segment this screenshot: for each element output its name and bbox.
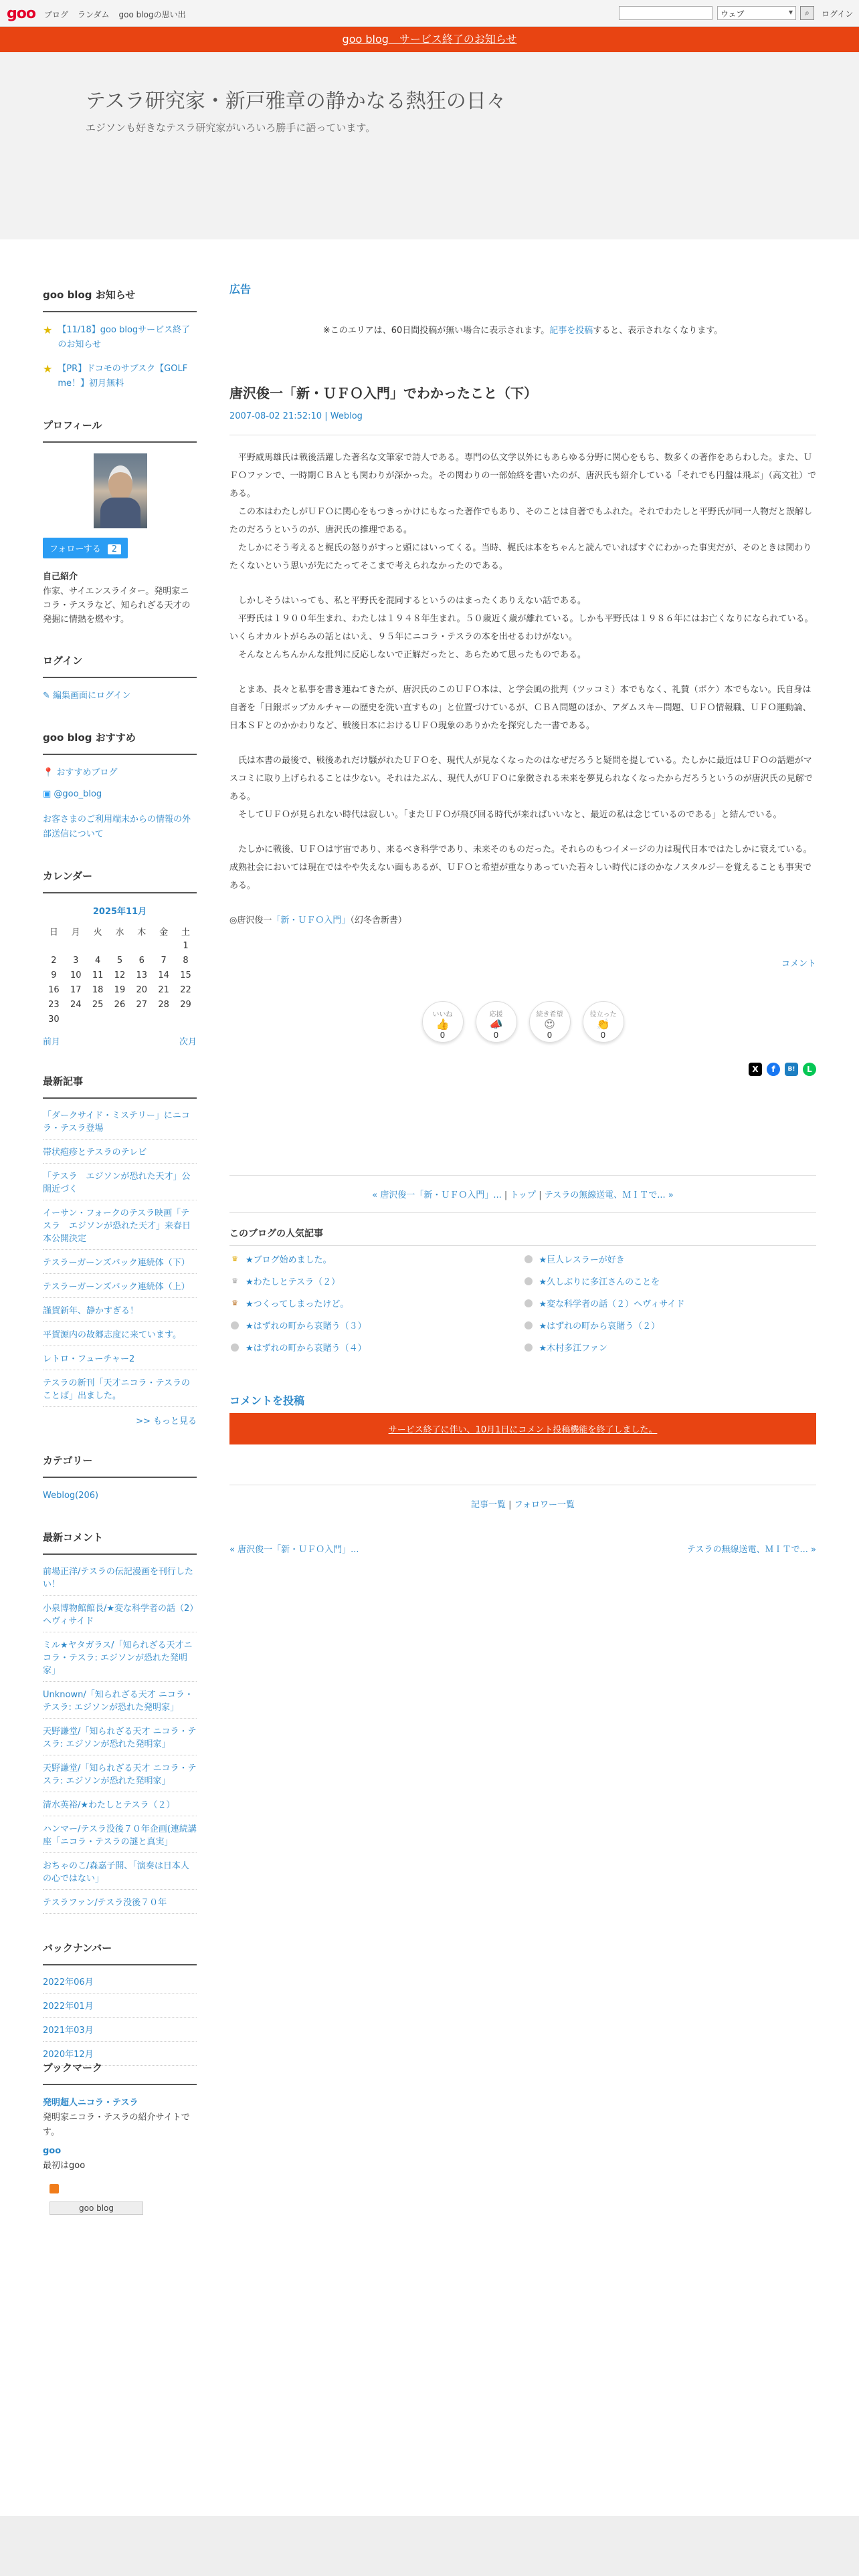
notice-text[interactable]: 【11/18】goo blogサービス終了のお知らせ bbox=[58, 325, 191, 350]
calendar-nav bbox=[43, 1035, 197, 1047]
calendar-week bbox=[43, 1012, 197, 1027]
popular-label: ★巨人レスラーが好き bbox=[539, 1255, 625, 1265]
reaction-label: いいね bbox=[432, 1011, 453, 1018]
calendar-day: 26 bbox=[114, 999, 126, 1010]
calendar-month[interactable]: 2025年11月 bbox=[92, 907, 147, 917]
article-pager: « 唐沢俊一「新・ＵＦＯ入門」... | トップ | テスラの無線送電、ＭＩＴで... » bbox=[229, 1175, 816, 1213]
recent-comment-link[interactable]: おちゃのこ/森嘉子開、「演奏は日本人の心ではない」 bbox=[43, 1860, 197, 1890]
article-title[interactable]: 唐沢俊一「新・ＵＦＯ入門」でわかったこと（下） bbox=[229, 385, 537, 401]
share-buttons bbox=[229, 1063, 816, 1076]
top-bar bbox=[0, 0, 859, 27]
top-link[interactable]: トップ bbox=[510, 1190, 537, 1200]
popular-label: ★木村多江ファン bbox=[539, 1344, 607, 1354]
popular-item[interactable] bbox=[229, 1275, 523, 1287]
popular-label: ★はずれの町から哀賭う（４） bbox=[246, 1344, 367, 1354]
avatar[interactable] bbox=[94, 453, 147, 528]
reaction-count: 0 bbox=[440, 1031, 446, 1040]
blog-description: エジソンも好きなテスラ研究家がいろいろ勝手に語っています。 bbox=[86, 122, 376, 134]
recent-post-link[interactable]: 謹賀新年、静かすぎる！ bbox=[43, 1305, 197, 1322]
rank-dot-icon bbox=[231, 1344, 239, 1352]
article-text: 氏は本書の最後で、戦後あれだけ騒がれたＵＦＯを、現代人が見なくなったのはなぜだろうと疑問を提している。たしかに最近はＵＦＯの話題がマスコミに取り上げられることは少ない。それはたぶん、現代人がＵＦＯに象徴される未来を夢見られなくなったからだろうというのが唐沢氏の見解である。 bbox=[229, 756, 813, 802]
popular-label: ★はずれの町から哀賭う（３） bbox=[246, 1321, 367, 1331]
calendar-week bbox=[43, 938, 197, 953]
pencil-icon: ✎ bbox=[43, 691, 54, 701]
backnumber-block bbox=[43, 1941, 197, 2060]
calendar-day: 19 bbox=[114, 984, 126, 995]
prev-article-link[interactable]: « 唐沢俊一「新・ＵＦＯ入門」... bbox=[229, 1545, 359, 1555]
top-link-random[interactable]: ランダム bbox=[78, 10, 110, 19]
next-article-link[interactable]: テスラの無線送電、ＭＩＴで... » bbox=[687, 1545, 816, 1555]
post-article-link[interactable]: 記事を投稿 bbox=[549, 326, 593, 336]
calendar-day: 30 bbox=[48, 1014, 60, 1025]
recent-comment-link[interactable]: ハンマー/テスラ没後７０年企画(連続講座「ニコラ・テスラの謎と真実」 bbox=[43, 1823, 197, 1853]
recent-comments-block bbox=[43, 1530, 197, 1914]
next-month-link[interactable]: 次月 bbox=[179, 1037, 197, 1047]
recent-comment-link[interactable]: 清水英裕/★わたしとテスラ（２） bbox=[43, 1799, 197, 1816]
article-meta: 2007-08-02 21:52:10 | Weblog bbox=[229, 411, 816, 435]
login-link[interactable]: ログイン bbox=[822, 9, 854, 19]
sidebar bbox=[43, 288, 197, 2242]
article-text: たしかに戦後、ＵＦＯは宇宙であり、来るべき科学であり、未来そのものだった。それらのもつイメージの力は現代日本ではたしかに衰えている。成熟社会においては現在ではやや失えない面もあるが、ＵＦＯと希望が重なりあっていた若々しい時代にほのかなノスタルジーを覚えることも事実である。 bbox=[229, 845, 812, 891]
goo-blog-badge[interactable]: goo blog bbox=[50, 2202, 143, 2215]
calendar-day: 27 bbox=[136, 999, 148, 1010]
search-icon[interactable]: ⌕ bbox=[800, 6, 814, 20]
article-text: 平野威馬雄氏は戦後活躍した著名な文筆家で詩人である。専門の仏文学以外にもあらゆる分野に関心をもち、数多くの著作をあらわした。また、ＵＦＯファンで、一時期ＣＢＡとも関わりが深かった。その関わりの一部始終を書いたのが、唐沢氏も紹介している「それでも円盤は飛ぶ」（高文社）である。 bbox=[229, 453, 816, 499]
more-posts-link[interactable]: >> もっと見る bbox=[136, 1416, 197, 1426]
notice-item[interactable] bbox=[43, 362, 197, 391]
bookmark-heading: ブックマーク bbox=[43, 2060, 197, 2085]
article-body bbox=[229, 449, 816, 930]
backnumber-scroll[interactable] bbox=[43, 1976, 197, 2060]
twitter-icon: ▣ bbox=[43, 789, 54, 799]
calendar-week bbox=[43, 982, 197, 997]
article-date: 2007-08-02 21:52:10 bbox=[229, 411, 322, 421]
line-share-icon[interactable]: L bbox=[803, 1063, 816, 1076]
article-text: そんなとんちんかんな批判に反応しないで正解だったと、あらためて思ったものである。 bbox=[229, 650, 587, 660]
weekday: 土 bbox=[181, 927, 191, 938]
comment-closed-notice[interactable]: サービス終了に伴い、10月1日にコメント投稿機能を終了しました。 bbox=[229, 1413, 816, 1444]
calendar-table bbox=[43, 904, 197, 1027]
next-article-link[interactable]: テスラの無線送電、ＭＩＴで... » bbox=[544, 1190, 674, 1200]
calendar-day bbox=[109, 1012, 131, 1027]
twitter-label: @goo_blog bbox=[54, 789, 102, 799]
reaction-helpful-button[interactable] bbox=[583, 1001, 624, 1043]
weekday: 木 bbox=[137, 927, 147, 938]
popular-list bbox=[229, 1253, 816, 1354]
calendar-week bbox=[43, 997, 197, 1012]
service-end-banner[interactable]: goo blog サービス終了のお知らせ bbox=[0, 27, 859, 52]
backnumber-link[interactable]: 2020年12月 bbox=[43, 2048, 197, 2066]
popular-label: ★つくってしまったけど。 bbox=[246, 1299, 349, 1309]
calendar-day: 2 bbox=[51, 955, 57, 966]
reaction-more-button[interactable] bbox=[529, 1001, 571, 1043]
prev-month-link[interactable]: 前月 bbox=[43, 1037, 61, 1047]
reaction-cheer-button[interactable] bbox=[476, 1001, 517, 1043]
rss-icon[interactable] bbox=[50, 2184, 59, 2193]
silver-crown-icon: ♛ bbox=[231, 1276, 238, 1285]
reaction-like-button[interactable] bbox=[422, 1001, 464, 1043]
recent-comment-link[interactable]: 小泉博物館館長/★変な科学者の話（2）ヘヴィサイド bbox=[43, 1602, 197, 1632]
popular-label: ★変な科学者の話（２）ヘヴィサイド bbox=[539, 1299, 685, 1309]
article-list-link[interactable]: 記事一覧 bbox=[470, 1500, 506, 1510]
reference-text: ◎唐沢俊一 bbox=[229, 916, 272, 926]
recent-comment-link[interactable]: 天野謙堂/「知られざる天才 ニコラ・テスラ: エジソンが恐れた発明家」 bbox=[43, 1725, 197, 1755]
login-block bbox=[43, 653, 197, 704]
bookmark-desc: 発明家ニコラ・テスラの紹介サイトです。 bbox=[43, 2113, 190, 2137]
prev-article-link[interactable]: « 唐沢俊一「新・ＵＦＯ入門」... bbox=[372, 1190, 502, 1200]
recommend-blog-label: おすすめブログ bbox=[56, 768, 118, 778]
edit-login-link[interactable] bbox=[43, 689, 197, 704]
calendar-day: 13 bbox=[136, 970, 148, 980]
recent-post-link[interactable]: 「ダークサイド・ミステリー」にニコラ・テスラ登場 bbox=[43, 1109, 197, 1140]
x-share-icon[interactable]: X bbox=[749, 1063, 762, 1076]
reaction-count: 0 bbox=[600, 1031, 606, 1040]
calendar-day: 9 bbox=[51, 970, 57, 980]
calendar-day: 8 bbox=[183, 955, 189, 966]
weekday: 金 bbox=[159, 927, 169, 938]
top-link-memories[interactable]: goo blogの思い出 bbox=[118, 10, 186, 19]
reference-link[interactable]: 「新・ＵＦＯ入門」 bbox=[272, 916, 351, 926]
popular-label: ★久しぶりに多江さんのことを bbox=[539, 1277, 660, 1287]
calendar-day bbox=[109, 938, 131, 953]
follow-button[interactable] bbox=[43, 538, 128, 558]
calendar-day: 15 bbox=[180, 970, 191, 980]
calendar-day bbox=[65, 938, 87, 953]
calendar-day: 3 bbox=[73, 955, 79, 966]
footer bbox=[0, 2516, 859, 2576]
heart-eyes-icon: 😍 bbox=[544, 1018, 555, 1031]
goo-logo[interactable]: goo bbox=[7, 5, 35, 22]
ad-note bbox=[229, 323, 816, 336]
article-text: そしてＵＦＯが見られない時代は寂しい。「またＵＦＯが飛び回る時代が来ればいいなと、最近の私は念じているのである」と結んでいる。 bbox=[229, 810, 782, 820]
recent-comment-link[interactable]: 天野謙堂/「知られざる天才 ニコラ・テスラ: エジソンが恐れた発明家」 bbox=[43, 1762, 197, 1792]
article-text: たしかにそう考えると梶氏の怒りがすっと頭にはいってくる。当時、梶氏は本をちゃんと読んでいればすぐにわかった事実だが、そのときは関わりたくないという思いが先にたってそこまで考えられなかったのである。 bbox=[229, 543, 812, 571]
reaction-label: 続き希望 bbox=[536, 1011, 563, 1018]
calendar-day: 25 bbox=[92, 999, 104, 1010]
popular-label: ★ブログ始めました。 bbox=[246, 1255, 332, 1265]
edit-login-label: 編集画面にログイン bbox=[53, 691, 131, 701]
follower-count: 2 bbox=[108, 544, 121, 554]
article-paragraph bbox=[229, 752, 816, 824]
ad-note-text: すると、表示されなくなります。 bbox=[593, 326, 723, 336]
bookmark-link[interactable]: 発明超人ニコラ・テスラ bbox=[43, 2098, 138, 2108]
reaction-label: 応援 bbox=[489, 1011, 503, 1018]
weekday: 火 bbox=[93, 927, 102, 938]
article-category[interactable]: Weblog bbox=[330, 411, 363, 421]
star-icon: ★ bbox=[43, 324, 53, 336]
recent-comment-link[interactable]: Unknown/「知られざる天才 ニコラ・テスラ: エジソンが恐れた発明家」 bbox=[43, 1689, 197, 1719]
calendar-day: 10 bbox=[70, 970, 82, 980]
calendar-day: 28 bbox=[158, 999, 169, 1010]
popular-item[interactable] bbox=[523, 1319, 817, 1331]
recent-comments-heading: 最新コメント bbox=[43, 1530, 197, 1555]
weekday: 月 bbox=[71, 927, 80, 938]
backnumber-heading: バックナンバー bbox=[43, 1941, 197, 1965]
recent-comment-link[interactable]: 前場正洋/テスラの伝記漫画を刊行したい！ bbox=[43, 1566, 197, 1596]
external-send-note[interactable]: お客さまのご利用端末からの情報の外部送信について bbox=[43, 815, 191, 839]
post-comment-heading: コメントを投稿 bbox=[229, 1394, 305, 1407]
bookmark-link[interactable]: goo bbox=[43, 2146, 62, 2156]
reaction-buttons bbox=[229, 1001, 816, 1043]
calendar-block bbox=[43, 869, 197, 1047]
calendar-day bbox=[87, 938, 109, 953]
search-scope-select[interactable]: ウェブ ▾ bbox=[717, 6, 796, 20]
reaction-label: 役立った bbox=[589, 1011, 617, 1018]
calendar-day bbox=[153, 938, 175, 953]
recent-post-link[interactable]: 帯状疱疹とテスラのテレビ bbox=[43, 1146, 197, 1164]
article-paragraph bbox=[229, 592, 816, 664]
recent-post-link[interactable]: テスラーガーンズバック連続体（上） bbox=[43, 1281, 197, 1298]
popular-item[interactable] bbox=[229, 1253, 523, 1265]
top-links bbox=[44, 9, 186, 20]
recent-comment-link[interactable]: テスラファン/テスラ没後７０年 bbox=[43, 1897, 197, 1914]
popular-label: ★はずれの町から哀賭う（２） bbox=[539, 1321, 660, 1331]
popular-item[interactable] bbox=[229, 1297, 523, 1309]
recent-posts-heading: 最新記事 bbox=[43, 1074, 197, 1099]
recent-post-link[interactable]: 「テスラ エジソンが恐れた天才」公開近づく bbox=[43, 1170, 197, 1200]
calendar-day: 12 bbox=[114, 970, 126, 980]
gold-crown-icon: ♛ bbox=[231, 1254, 238, 1263]
recent-post-link[interactable]: テスラの新刊「天才ニコラ・テスラのことば」出ました。 bbox=[43, 1377, 197, 1407]
recent-comment-link[interactable]: ミル★ヤタガラス/「知られざる天才ニコラ・テスラ: エジソンが恐れた発明家」 bbox=[43, 1639, 197, 1682]
calendar-day: 20 bbox=[136, 984, 148, 995]
intro-label: 自己紹介 bbox=[43, 572, 78, 582]
rank-dot-icon bbox=[524, 1299, 533, 1307]
bottom-article-nav bbox=[229, 1542, 816, 1555]
categories-heading: カテゴリー bbox=[43, 1453, 197, 1478]
categories-block bbox=[43, 1453, 197, 1503]
bottom-links: 記事一覧 | フォロワー一覧 bbox=[229, 1485, 816, 1510]
recommend-heading: goo blog おすすめ bbox=[43, 730, 197, 755]
recent-post-link[interactable]: イーサン・フォークのテスラ映画「テスラ エジソンが恐れた天才」来春日本公開決定 bbox=[43, 1207, 197, 1250]
calendar-week bbox=[43, 968, 197, 982]
bronze-crown-icon: ♛ bbox=[231, 1298, 238, 1307]
calendar-day: 22 bbox=[180, 984, 191, 995]
article-paragraph bbox=[229, 449, 816, 575]
reaction-count: 0 bbox=[493, 1031, 499, 1040]
facebook-share-icon[interactable]: f bbox=[767, 1063, 780, 1076]
calendar-day: 11 bbox=[92, 970, 104, 980]
calendar-day bbox=[43, 938, 65, 953]
article-text: しかしそうはいっても、私と平野氏を混同するというのはまったくありえない話である。 bbox=[229, 596, 587, 606]
calendar-week bbox=[43, 953, 197, 968]
calendar-day bbox=[130, 1012, 153, 1027]
calendar-day: 1 bbox=[183, 940, 189, 951]
calendar-day bbox=[130, 938, 153, 953]
calendar-day: 24 bbox=[70, 999, 82, 1010]
calendar-day bbox=[65, 1012, 87, 1027]
recommend-blog-link[interactable] bbox=[43, 766, 197, 780]
rank-dot-icon bbox=[524, 1277, 533, 1285]
weekday: 水 bbox=[115, 927, 124, 938]
calendar-day: 21 bbox=[158, 984, 169, 995]
popular-label: ★わたしとテスラ（２） bbox=[246, 1277, 341, 1287]
backnumber-link[interactable]: 2022年01月 bbox=[43, 2000, 197, 2018]
rank-dot-icon bbox=[524, 1255, 533, 1263]
calendar-day: 7 bbox=[161, 955, 167, 966]
recent-post-link[interactable]: 平賀源内の故郷志度に来ています。 bbox=[43, 1329, 197, 1346]
star-icon: ★ bbox=[43, 362, 53, 375]
backnumber-link[interactable]: 2022年06月 bbox=[43, 1976, 197, 1994]
notice-item[interactable] bbox=[43, 323, 197, 352]
calendar-day: 16 bbox=[48, 984, 60, 995]
ad-heading: 広告 bbox=[229, 283, 252, 296]
notice-text[interactable]: 【PR】ドコモのサブスク【GOLF me！】初月無料 bbox=[58, 364, 188, 389]
search-input[interactable] bbox=[619, 6, 712, 20]
article-text: とまあ、長々と私事を書き連ねてきたが、唐沢氏のこのＵＦＯ本は、と学会風の批判（ツッコミ）本でもなく、礼賛（ボケ）本でもない。氏自身は自著を「日銀ポップカルチャーの歴史を洗い直すもの」と位置づけているが、ＣＢＡ問題のほか、アダムスキー問題、ＵＦＯ情報職、ＵＦＯ運動論、日本ＳＦとのかかわりなど、戦後日本におけるＵＦＯ現象のありかたを探究した一書である。 bbox=[229, 685, 812, 731]
follow-label: フォローする bbox=[50, 544, 101, 554]
category-link[interactable]: Weblog(206) bbox=[43, 1491, 99, 1501]
bookmark-desc: 最初はgoo bbox=[43, 2161, 86, 2171]
clap-icon: 👏 bbox=[596, 1018, 610, 1031]
calendar-day bbox=[153, 1012, 175, 1027]
reaction-count: 0 bbox=[547, 1031, 553, 1040]
ad-note-text: ※このエリアは、60日間投稿が無い場合に表示されます。 bbox=[322, 326, 550, 336]
backnumber-link[interactable]: 2021年03月 bbox=[43, 2024, 197, 2042]
profile-heading: プロフィール bbox=[43, 418, 197, 443]
article-paragraph bbox=[229, 841, 816, 895]
megaphone-icon: 📣 bbox=[489, 1018, 503, 1031]
hatena-bookmark-icon[interactable]: B! bbox=[785, 1063, 798, 1076]
blog-title[interactable]: テスラ研究家・新戸雅章の静かなる熱狂の日々 bbox=[86, 90, 506, 113]
recent-posts-block bbox=[43, 1074, 197, 1426]
article-text: この本はわたしがＵＦＯに関心をもつきっかけにもなった著作でもあり、そのことは自著でもふれた。それでわたしと平野氏が同一人物だと誤解したのだろうというのが、唐沢氏の推理である。 bbox=[229, 507, 813, 535]
recommend-block bbox=[43, 730, 197, 842]
main-content bbox=[229, 281, 816, 1555]
popular-item[interactable] bbox=[523, 1275, 817, 1287]
blog-header bbox=[0, 52, 859, 239]
reference-text: （幻冬舎新書） bbox=[350, 916, 407, 926]
calendar-day: 18 bbox=[92, 984, 104, 995]
profile-block bbox=[43, 418, 197, 627]
popular-item[interactable] bbox=[523, 1341, 817, 1354]
popular-heading: このブログの人気記事 bbox=[229, 1226, 816, 1246]
bookmark-block bbox=[43, 2060, 197, 2215]
rank-dot-icon bbox=[524, 1321, 533, 1329]
calendar-days bbox=[43, 938, 197, 1027]
article-paragraph bbox=[229, 681, 816, 735]
calendar-day: 17 bbox=[70, 984, 82, 995]
rank-dot-icon bbox=[231, 1321, 239, 1329]
recent-post-link[interactable]: テスラーガーンズバック連続体（下） bbox=[43, 1257, 197, 1274]
calendar-day: 6 bbox=[138, 955, 145, 966]
popular-item[interactable] bbox=[229, 1341, 523, 1354]
login-heading: ログイン bbox=[43, 653, 197, 678]
popular-item[interactable] bbox=[523, 1253, 817, 1265]
twitter-link[interactable] bbox=[43, 787, 197, 802]
calendar-day: 5 bbox=[116, 955, 123, 966]
intro-text: 作家、サイエンスライター。発明家ニコラ・テスラなど、知られざる天才の発掘に情熱を燃やす。 bbox=[43, 586, 191, 625]
rank-dot-icon bbox=[524, 1344, 533, 1352]
popular-item[interactable] bbox=[523, 1297, 817, 1309]
comment-link[interactable]: コメント bbox=[781, 959, 816, 969]
follower-list-link[interactable]: フォロワー一覧 bbox=[514, 1500, 575, 1510]
calendar-day: 4 bbox=[94, 955, 101, 966]
calendar-day: 29 bbox=[180, 999, 191, 1010]
pin-icon: 📍 bbox=[43, 768, 57, 778]
article-text: 平野氏は１９００年生まれ、わたしは１９４８年生まれ。５０歳近く歳が離れている。しかも平野氏は１９８６年にはお亡くなりになられている。いくらオカルトがらみの話とはいえ、９５年にニコラ・テスラの本を出せるわけがない。 bbox=[229, 614, 814, 642]
article-reference bbox=[229, 911, 816, 930]
calendar-day: 14 bbox=[158, 970, 169, 980]
recent-post-link[interactable]: レトロ・フューチャー2 bbox=[43, 1353, 197, 1370]
calendar-heading: カレンダー bbox=[43, 869, 197, 893]
top-link-blog[interactable]: ブログ bbox=[44, 10, 69, 19]
calendar-day bbox=[87, 1012, 109, 1027]
calendar-day bbox=[175, 1012, 197, 1027]
weekday: 日 bbox=[49, 927, 58, 938]
notices-heading: goo blog お知らせ bbox=[43, 288, 197, 312]
notices-block bbox=[43, 288, 197, 391]
thumbs-up-icon: 👍 bbox=[436, 1018, 450, 1031]
calendar-day: 23 bbox=[48, 999, 60, 1010]
popular-item[interactable] bbox=[229, 1319, 523, 1331]
